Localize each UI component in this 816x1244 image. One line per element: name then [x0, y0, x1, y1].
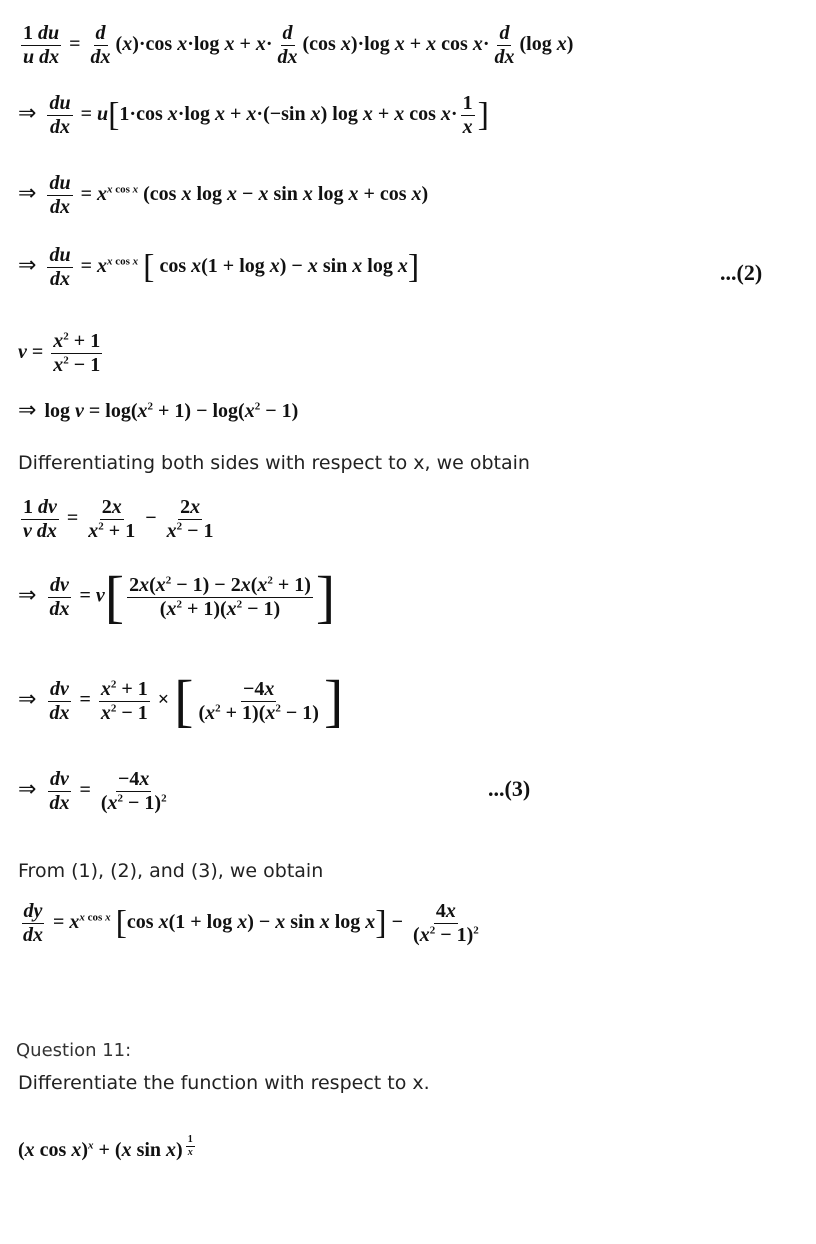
equation-tag-3: ...(3) — [488, 776, 531, 801]
question-expression: (x cos x)$^x$ + (x sin x) $^{\frac{1}{x}}$ — [18, 1134, 193, 1162]
equation-line-9: ⇒ $\frac{dv}{dx}$ = v[ $\frac{2x(x^2 - 1) - 2x(x^2 + 1)}{(x^2 + 1)(x^2 - 1)}$ ] — [18, 564, 336, 629]
from-123-text: From (1), (2), and (3), we obtain — [18, 860, 324, 882]
equation-line-8: $\frac{1 dv}{\text{v dx}}$ = $\frac{2x}{x^2 + 1}$ − $\frac{2x}{x^2 - 1}$ — [23, 496, 214, 542]
question-label: Question 11: — [16, 1040, 132, 1061]
equation-tag-2: ...(2) — [720, 260, 763, 285]
equation-line-2: ⇒ $\frac{du}{dx}$ = u[1·cos x·log x + x·(−sin x) log x + x cos x· $\frac{1}{x}$ ] — [18, 92, 489, 138]
equation-line-5: v = $\frac{x^2 + 1}{x^2 - 1}$ — [18, 330, 101, 376]
equation-line-11: ⇒ $\frac{dv}{dx}$ = $\frac{-4x}{(x^2 - 1)^2}$ — [18, 768, 167, 814]
equation-line-6: ⇒ $\log v = \log(x^2 + 1) - \log(x^2 - 1)$ — [18, 398, 299, 423]
equation-line-1: $\frac{1 du}{\text{u dx}}$ = $\frac{d}{dx}$ (x)·cos x·log x + x· $\frac{d}{dx}$ (cos x)·log x + x cos x· $\frac{d}{dx}$ (log x) — [23, 22, 574, 68]
equation-line-4: ⇒ $\frac{du}{dx}$ = $x^{x cos x}$ [ cos x(1 + log x) − x sin x log x] — [18, 244, 420, 290]
equation-line-13: $\frac{dy}{dx}$ = $x^{x cos x}$ [cos x(1 + log x) − x sin x log x] − $\frac{4x}{(x^2 - 1)^2}$ — [23, 900, 479, 946]
question-text: Differentiate the function with respect to x. — [18, 1072, 430, 1094]
equation-line-10: ⇒ $\frac{dv}{dx}$ = $\frac{x^2 + 1}{x^2 - 1}$ × [ $\frac{-4x}{(x^2 + 1)(x^2 - 1)}$ ] — [18, 668, 344, 733]
diff-both-sides-text: Differentiating both sides with respect to x, we obtain — [18, 452, 530, 474]
equation-line-3: ⇒ $\frac{du}{dx}$ = $x^{x cos x}$ (cos x log x − x sin x log x + cos x) — [18, 172, 429, 218]
